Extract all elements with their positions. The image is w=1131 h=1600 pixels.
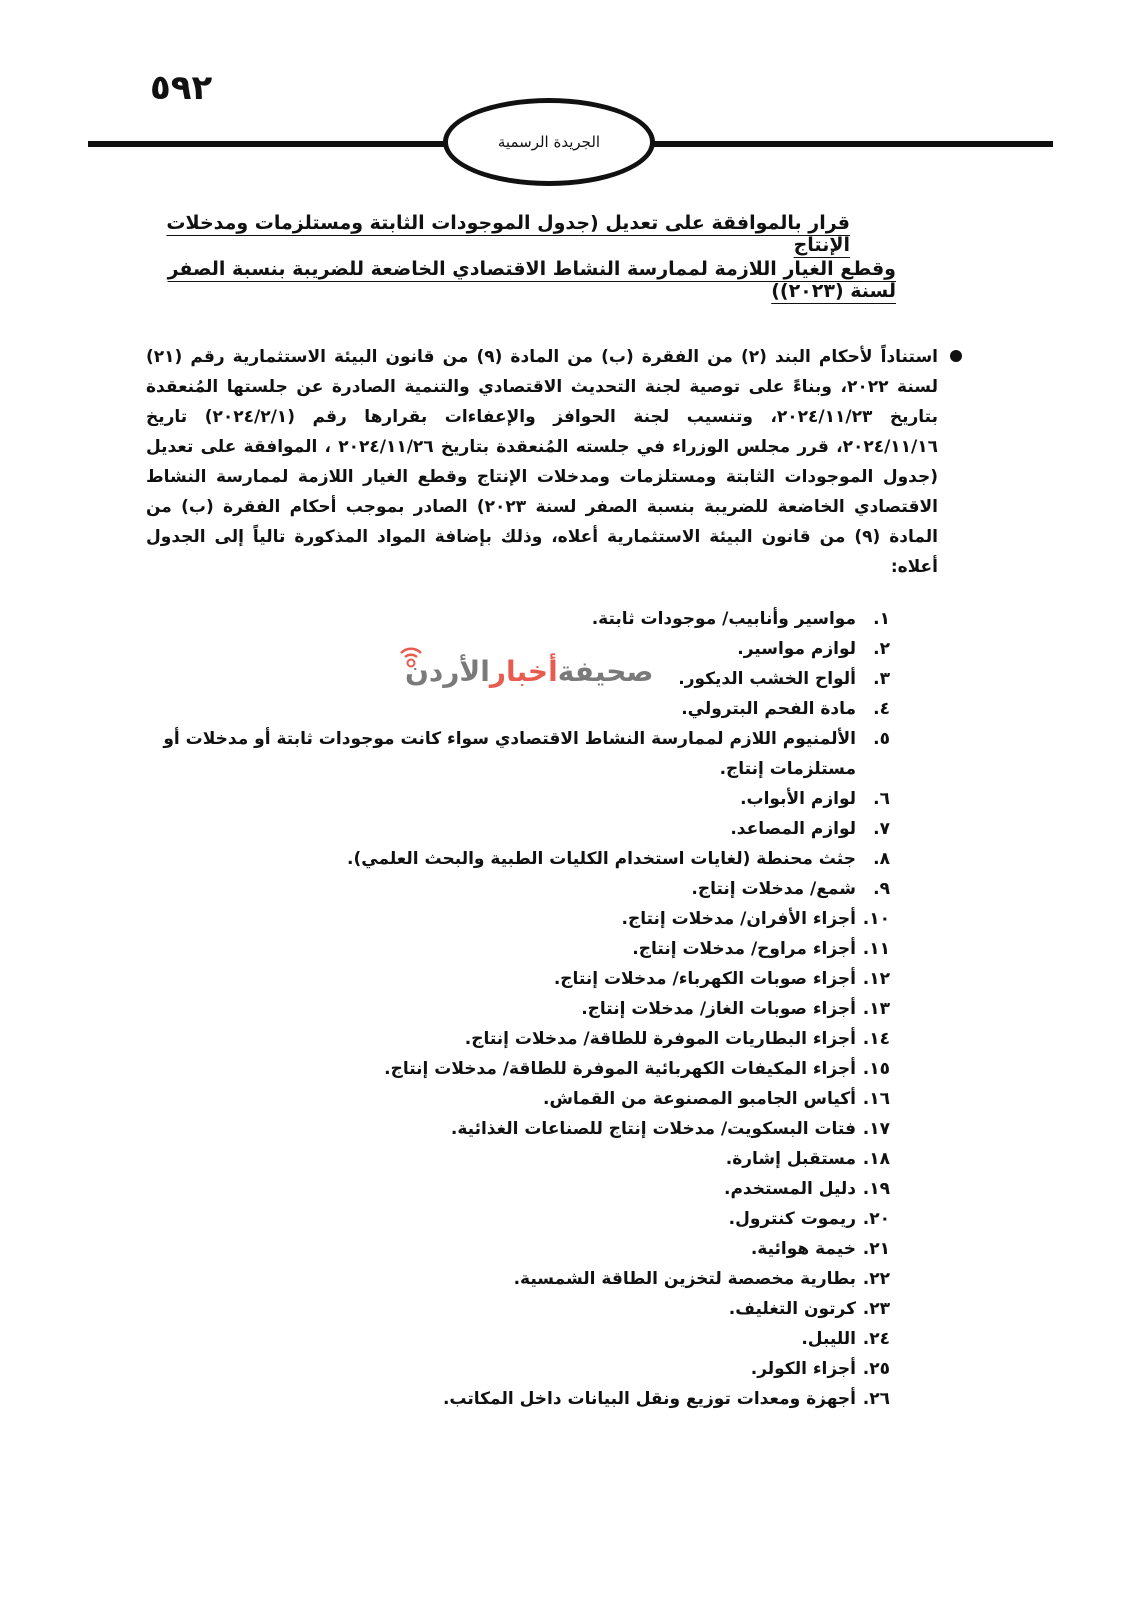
- list-item: [150, 844, 890, 874]
- list-item: [150, 1054, 890, 1084]
- bullet-icon: [950, 350, 962, 362]
- list-item: [150, 1384, 890, 1414]
- item-text: مادة الفحم البترولي.: [681, 699, 856, 719]
- item-text: دليل المستخدم.: [724, 1179, 856, 1199]
- item-text: لوازم الأبواب.: [740, 789, 856, 809]
- preamble-paragraph: استناداً لأحكام البند (٢) من الفقرة (ب) من المادة (٩) من قانون البيئة الاستثمارية رقم (٢١) لسنة ٢٠٢٢، وبناءً على توصية لجنة التحديث الاقتصادي والتنمية الصادرة عن جلستها المُنعقدة بتاريخ ٢٠٢٤/١١/٢٣، وتنسيب لجنة الحوافز والإعفاءات بقرارها رقم (٢٠٢٤/٢/١) تاريخ ٢٠٢٤/١١/١٦، قرر مجلس الوزراء في جلسته المُنعقدة بتاريخ ٢٠٢٤/١١/٢٦ ، الموافقة على تعديل (جدول الموجودات الثابتة ومستلزمات ومدخلات الإنتاج وقطع الغيار اللازمة لممارسة النشاط الاقتصادي الخاضعة للضريبة بنسبة الصفر لسنة ٢٠٢٣) الصادر بموجب أحكام الفقرة (ب) من المادة (٩) من قانون البيئة الاستثمارية أعلاه، وذلك بإضافة المواد المذكورة تالياً إلى الجدول أعلاه:: [146, 347, 939, 577]
- item-number: ٨.: [873, 849, 890, 869]
- item-text: شمع/ مدخلات إنتاج.: [691, 879, 856, 899]
- item-number: ١٦.: [862, 1089, 890, 1109]
- item-text: أجزاء المكيفات الكهربائية الموفرة للطاقة/ مدخلات إنتاج.: [384, 1059, 856, 1079]
- list-item: [150, 724, 890, 784]
- list-item: [150, 694, 890, 724]
- item-number: ١٩.: [862, 1179, 890, 1199]
- watermark-part-3: الأردن: [405, 655, 490, 688]
- item-number: ١.: [873, 609, 890, 629]
- list-item: [150, 904, 890, 934]
- item-number: ٢٣.: [862, 1299, 890, 1319]
- list-item: [150, 1024, 890, 1054]
- list-item: [150, 1264, 890, 1294]
- decision-title-line-1: قرار بالموافقة على تعديل (جدول الموجودات الثابتة ومستلزمات ومدخلات الإنتاج: [166, 212, 850, 256]
- list-item: [150, 784, 890, 814]
- item-number: ٢.: [873, 639, 890, 659]
- gazette-emblem: [443, 98, 655, 186]
- item-number: ٩.: [873, 879, 890, 899]
- list-item: [150, 1084, 890, 1114]
- list-item: [150, 1324, 890, 1354]
- list-item: [150, 1114, 890, 1144]
- item-text: الليبل.: [801, 1329, 856, 1349]
- item-text: أجزاء الأفران/ مدخلات إنتاج.: [621, 909, 856, 929]
- item-number: ٢٠.: [862, 1209, 890, 1229]
- item-text: أجزاء البطاريات الموفرة للطاقة/ مدخلات إنتاج.: [464, 1029, 856, 1049]
- watermark-logo: [405, 655, 654, 688]
- list-item: [150, 934, 890, 964]
- item-number: ١٧.: [862, 1119, 890, 1139]
- item-number: ٧.: [873, 819, 890, 839]
- item-text: مواسير وأنابيب/ موجودات ثابتة.: [591, 609, 856, 629]
- item-text: ريموت كنترول.: [728, 1209, 856, 1229]
- item-text: فتات البسكويت/ مدخلات إنتاج للصناعات الغذائية.: [450, 1119, 856, 1139]
- item-text: لوازم مواسير.: [737, 639, 856, 659]
- item-number: ٣.: [873, 669, 890, 689]
- item-number: ٢٢.: [862, 1269, 890, 1289]
- item-text: ألواح الخشب الديكور.: [678, 669, 856, 689]
- item-number: ٢٤.: [862, 1329, 890, 1349]
- decision-title-line-2: وقطع الغيار اللازمة لممارسة النشاط الاقتصادي الخاضعة للضريبة بنسبة الصفر لسنة (٢٠٢٣)): [167, 258, 896, 302]
- list-item: [150, 1204, 890, 1234]
- item-number: ١٣.: [862, 999, 890, 1019]
- item-text: أجهزة ومعدات توزيع ونقل البيانات داخل المكاتب.: [442, 1389, 856, 1409]
- list-item: [150, 964, 890, 994]
- item-text: خيمة هوائية.: [750, 1239, 856, 1259]
- list-item: [150, 1294, 890, 1324]
- item-text: أجزاء مراوح/ مدخلات إنتاج.: [632, 939, 856, 959]
- item-text: بطارية مخصصة لتخزين الطاقة الشمسية.: [513, 1269, 856, 1289]
- item-text: أكياس الجامبو المصنوعة من القماش.: [543, 1089, 856, 1109]
- item-number: ١٨.: [862, 1149, 890, 1169]
- list-item: [150, 1234, 890, 1264]
- item-text: كرتون التغليف.: [728, 1299, 856, 1319]
- items-list: [150, 604, 890, 1414]
- list-item: [150, 994, 890, 1024]
- item-text: الألمنيوم اللازم لممارسة النشاط الاقتصادي سواء كانت موجودات ثابتة أو مدخلات أو مستلزمات إنتاج.: [163, 729, 856, 779]
- item-text: جثث محنطة (لغايات استخدام الكليات الطبية والبحث العلمي).: [347, 849, 856, 869]
- item-text: أجزاء الكولر.: [750, 1359, 856, 1379]
- item-number: ١١.: [862, 939, 890, 959]
- item-text: مستقبل إشارة.: [725, 1149, 856, 1169]
- list-item: [150, 1144, 890, 1174]
- item-number: ١٢.: [862, 969, 890, 989]
- item-number: ١٤.: [862, 1029, 890, 1049]
- item-text: لوازم المصاعد.: [730, 819, 856, 839]
- item-number: ١٠.: [862, 909, 890, 929]
- item-text: أجزاء صوبات الكهرباء/ مدخلات إنتاج.: [553, 969, 856, 989]
- page-number: ٥٩٢: [150, 68, 213, 108]
- list-item: [150, 1174, 890, 1204]
- list-item: [150, 1354, 890, 1384]
- gazette-name: الجريدة الرسمية: [497, 133, 601, 151]
- item-number: ٦.: [873, 789, 890, 809]
- item-number: ٥.: [873, 729, 890, 749]
- item-number: ٢٥.: [862, 1359, 890, 1379]
- item-text: أجزاء صوبات الغاز/ مدخلات إنتاج.: [581, 999, 856, 1019]
- list-item: [150, 604, 890, 634]
- list-item: [150, 874, 890, 904]
- item-number: ٢٦.: [862, 1389, 890, 1409]
- item-number: ١٥.: [862, 1059, 890, 1079]
- item-number: ٢١.: [862, 1239, 890, 1259]
- watermark-part-2: أخبار: [489, 655, 558, 688]
- list-item: [150, 814, 890, 844]
- watermark-part-1: صحيفة: [557, 655, 654, 688]
- item-number: ٤.: [873, 699, 890, 719]
